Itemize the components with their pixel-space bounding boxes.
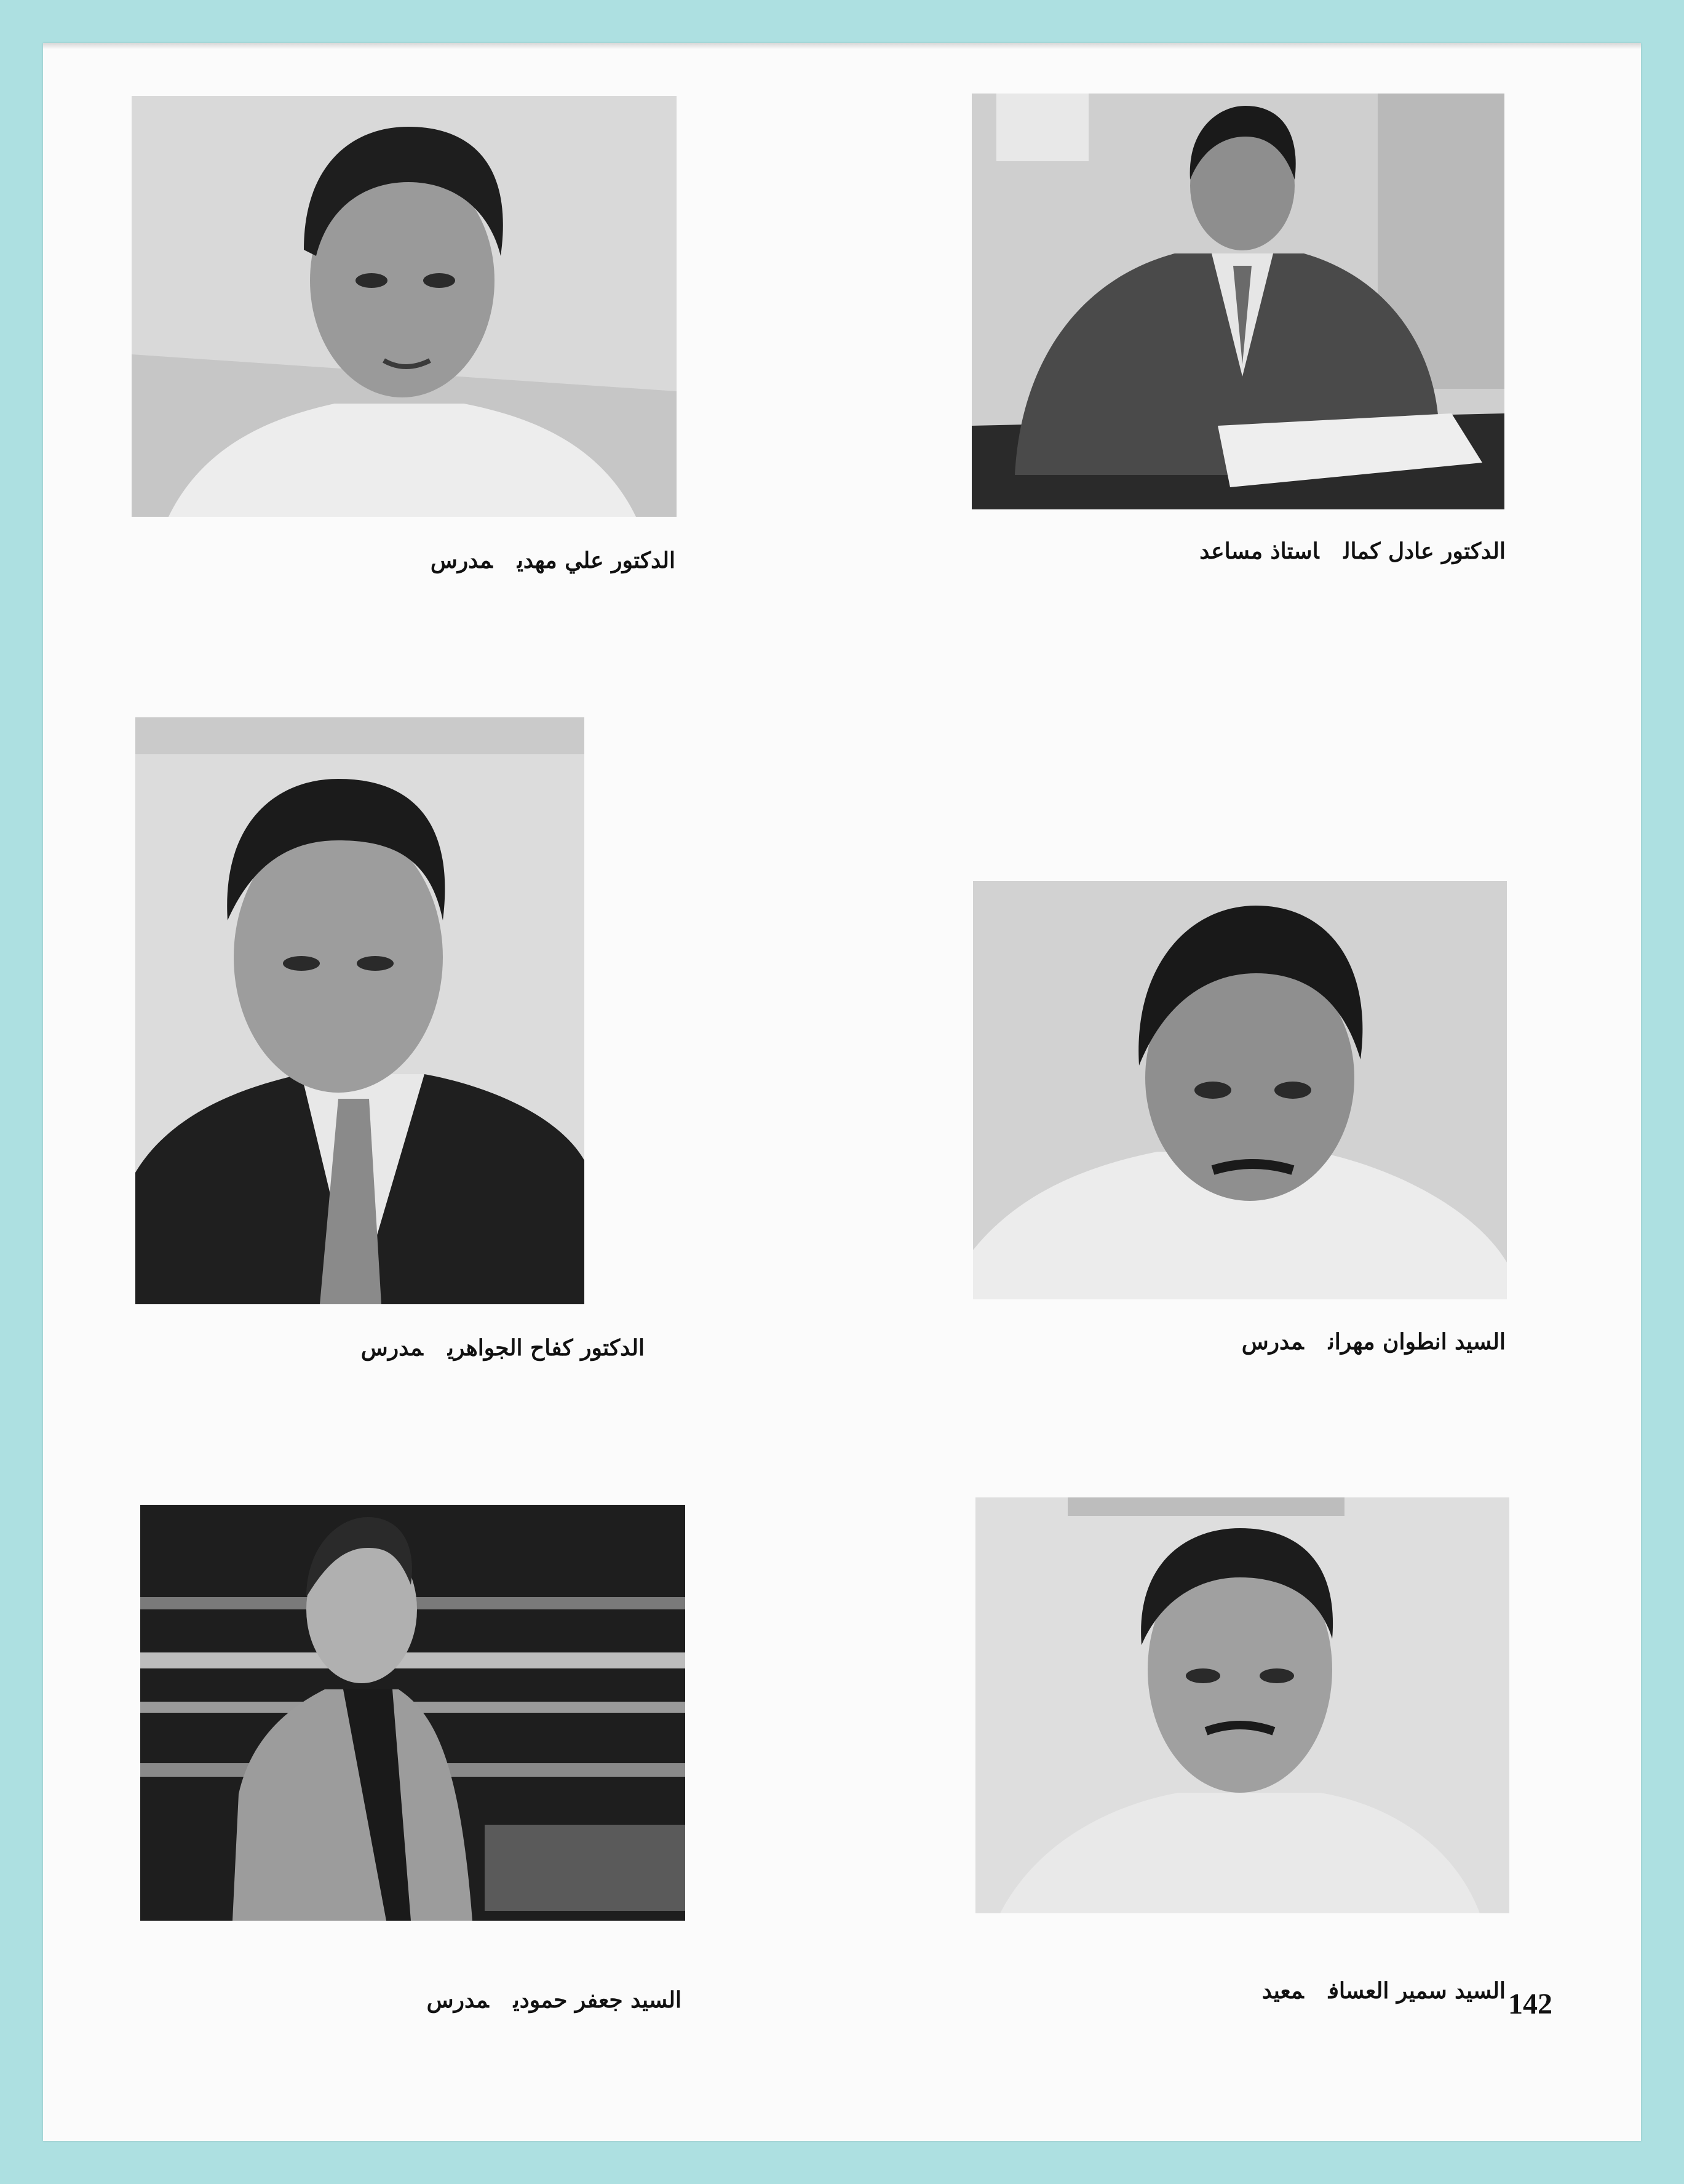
faculty-title: استاذ مساعد: [1199, 538, 1319, 564]
faculty-name: الدكتور علي مهدي: [517, 548, 675, 573]
faculty-title: مدرس: [360, 1335, 423, 1361]
faculty-title: مدرس: [430, 548, 493, 573]
portrait-photo-ali-mahdi: [132, 96, 677, 517]
faculty-name: السيد سمير العساف: [1328, 1978, 1506, 2004]
yearbook-page: [43, 43, 1641, 2141]
faculty-name: الدكتور كفاح الجواهري: [447, 1335, 645, 1361]
faculty-title: مدرس: [426, 1987, 489, 2013]
caption-samir-alassaf: [1262, 1978, 1506, 2004]
faculty-name: السيد جعفر حمودي: [513, 1987, 681, 2013]
caption-adel-kamal: [1199, 538, 1506, 564]
caption-ali-mahdi: [431, 548, 675, 573]
faculty-title: معيد: [1261, 1978, 1304, 2004]
caption-jaafar-hammoudi: [427, 1987, 681, 2013]
portrait-photo-kifah-aljawahiri: [135, 717, 584, 1304]
portrait-photo-samir-alassaf: [975, 1497, 1509, 1913]
page-edge: [43, 43, 1641, 49]
faculty-title: مدرس: [1241, 1329, 1304, 1355]
portrait-photo-adel-kamal: [972, 94, 1504, 509]
portrait-photo-jaafar-hammoudi: [140, 1505, 685, 1921]
caption-kifah-aljawahiri: [361, 1335, 645, 1361]
faculty-name: السيد انطوان مهران: [1328, 1329, 1506, 1355]
page-number: 142: [1508, 1988, 1552, 2020]
faculty-name: الدكتور عادل كمال: [1343, 538, 1506, 564]
caption-antoine-mehran: [1242, 1329, 1506, 1355]
portrait-photo-antoine-mehran: [973, 881, 1507, 1299]
